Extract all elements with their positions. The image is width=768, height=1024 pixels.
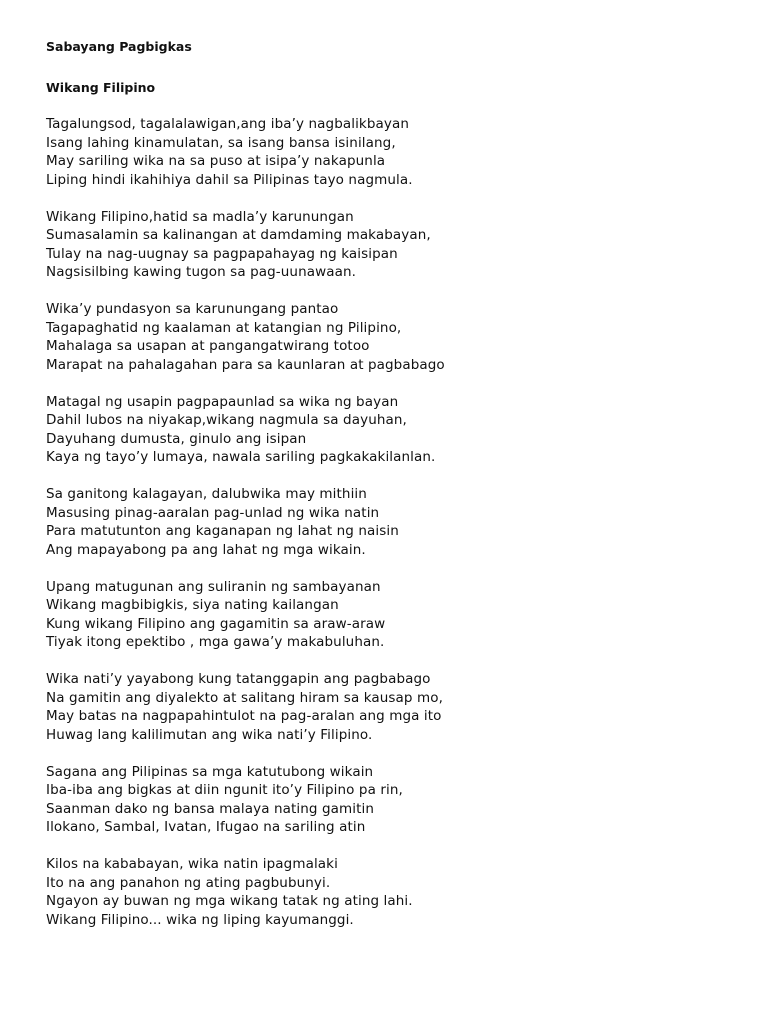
- poem-line: Ngayon ay buwan ng mga wikang tatak ng ating lahi.: [46, 893, 413, 909]
- poem-line: Ilokano, Sambal, Ivatan, Ifugao na sariling atin: [46, 819, 366, 835]
- poem-line: Nagsisilbing kawing tugon sa pag-uunawaan.: [46, 264, 357, 280]
- poem-line: Iba-iba ang bigkas at diin ngunit ito’y Filipino pa rin,: [46, 782, 403, 798]
- stanza: [46, 208, 746, 282]
- poem-title: Wikang Filipino: [46, 80, 156, 95]
- stanza: [46, 115, 746, 189]
- poem-line: Dahil lubos na niyakap,wikang nagmula sa dayuhan,: [46, 412, 407, 428]
- poem-line: Isang lahing kinamulatan, sa isang bansa isinilang,: [46, 134, 396, 151]
- poem-line: Wikang Filipino... wika ng liping kayumanggi.: [46, 911, 354, 928]
- poem-line: May sariling wika na sa puso at isipa’y nakapunla: [46, 153, 386, 169]
- poem-line: Sumasalamin sa kalinangan at damdaming makabayan,: [46, 227, 431, 243]
- poem-line: Dayuhang dumusta, ginulo ang isipan: [46, 430, 307, 447]
- poem-line: Upang matugunan ang suliranin ng sambayanan: [46, 578, 381, 595]
- stanza: [46, 855, 746, 929]
- poem-line: May batas na nagpapahintulot na pag-aralan ang mga ito: [46, 708, 442, 724]
- poem-line: Saanman dako ng bansa malaya nating gamitin: [46, 800, 375, 817]
- poem-line: Tiyak itong epektibo , mga gawa’y makabuluhan.: [46, 634, 385, 650]
- stanza: [46, 578, 746, 652]
- poem-line: Wika nati’y yayabong kung tatanggapin ang pagbabago: [46, 671, 431, 687]
- stanza: [46, 300, 746, 374]
- poem-line: Sa ganitong kalagayan, dalubwika may mithiin: [46, 486, 367, 502]
- poem-line: Ang mapayabong pa ang lahat ng mga wikain.: [46, 541, 366, 558]
- poem-line: Huwag lang kalilimutan ang wika nati’y Filipino.: [46, 726, 373, 743]
- poem-line: Tagapaghatid ng kaalaman at katangian ng Pilipino,: [46, 319, 402, 336]
- poem-line: Marapat na pahalagahan para sa kaunlaran at pagbabago: [46, 356, 445, 373]
- poem-line: Wikang magbibigkis, siya nating kailangan: [46, 597, 339, 613]
- poem-line: Kaya ng tayo’y lumaya, nawala sariling pagkakakilanlan.: [46, 449, 436, 465]
- poem-line: Kilos na kababayan, wika natin ipagmalaki: [46, 856, 338, 872]
- stanza: [46, 763, 746, 837]
- poem-line: Mahalaga sa usapan at pangangatwirang totoo: [46, 338, 370, 354]
- poem-line: Na gamitin ang diyalekto at salitang hiram sa kausap mo,: [46, 689, 443, 706]
- document-page: [46, 37, 746, 948]
- stanza: [46, 670, 746, 744]
- document-title: Sabayang Pagbigkas: [46, 39, 192, 54]
- poem-line: Matagal ng usapin pagpapaunlad sa wika ng bayan: [46, 393, 399, 410]
- poem-line: Para matutunton ang kaganapan ng lahat ng naisin: [46, 523, 399, 539]
- poem-line: Wikang Filipino,hatid sa madla’y karunungan: [46, 208, 354, 225]
- stanza: [46, 393, 746, 467]
- poem-line: Sagana ang Pilipinas sa mga katutubong wikain: [46, 763, 374, 780]
- poem-line: Liping hindi ikahihiya dahil sa Pilipinas tayo nagmula.: [46, 171, 413, 188]
- poem-line: Masusing pinag-aaralan pag-unlad ng wika natin: [46, 504, 380, 521]
- stanza: [46, 485, 746, 559]
- poem-line: Wika’y pundasyon sa karunungang pantao: [46, 301, 339, 317]
- poem-line: Kung wikang Filipino ang gagamitin sa araw-araw: [46, 615, 386, 632]
- poem-body: [46, 115, 746, 929]
- poem-line: Tulay na nag-uugnay sa pagpapahayag ng kaisipan: [46, 245, 398, 262]
- poem-line: Ito na ang panahon ng ating pagbubunyi.: [46, 874, 331, 891]
- poem-line: Tagalungsod, tagalalawigan,ang iba’y nagbalikbayan: [46, 116, 410, 132]
